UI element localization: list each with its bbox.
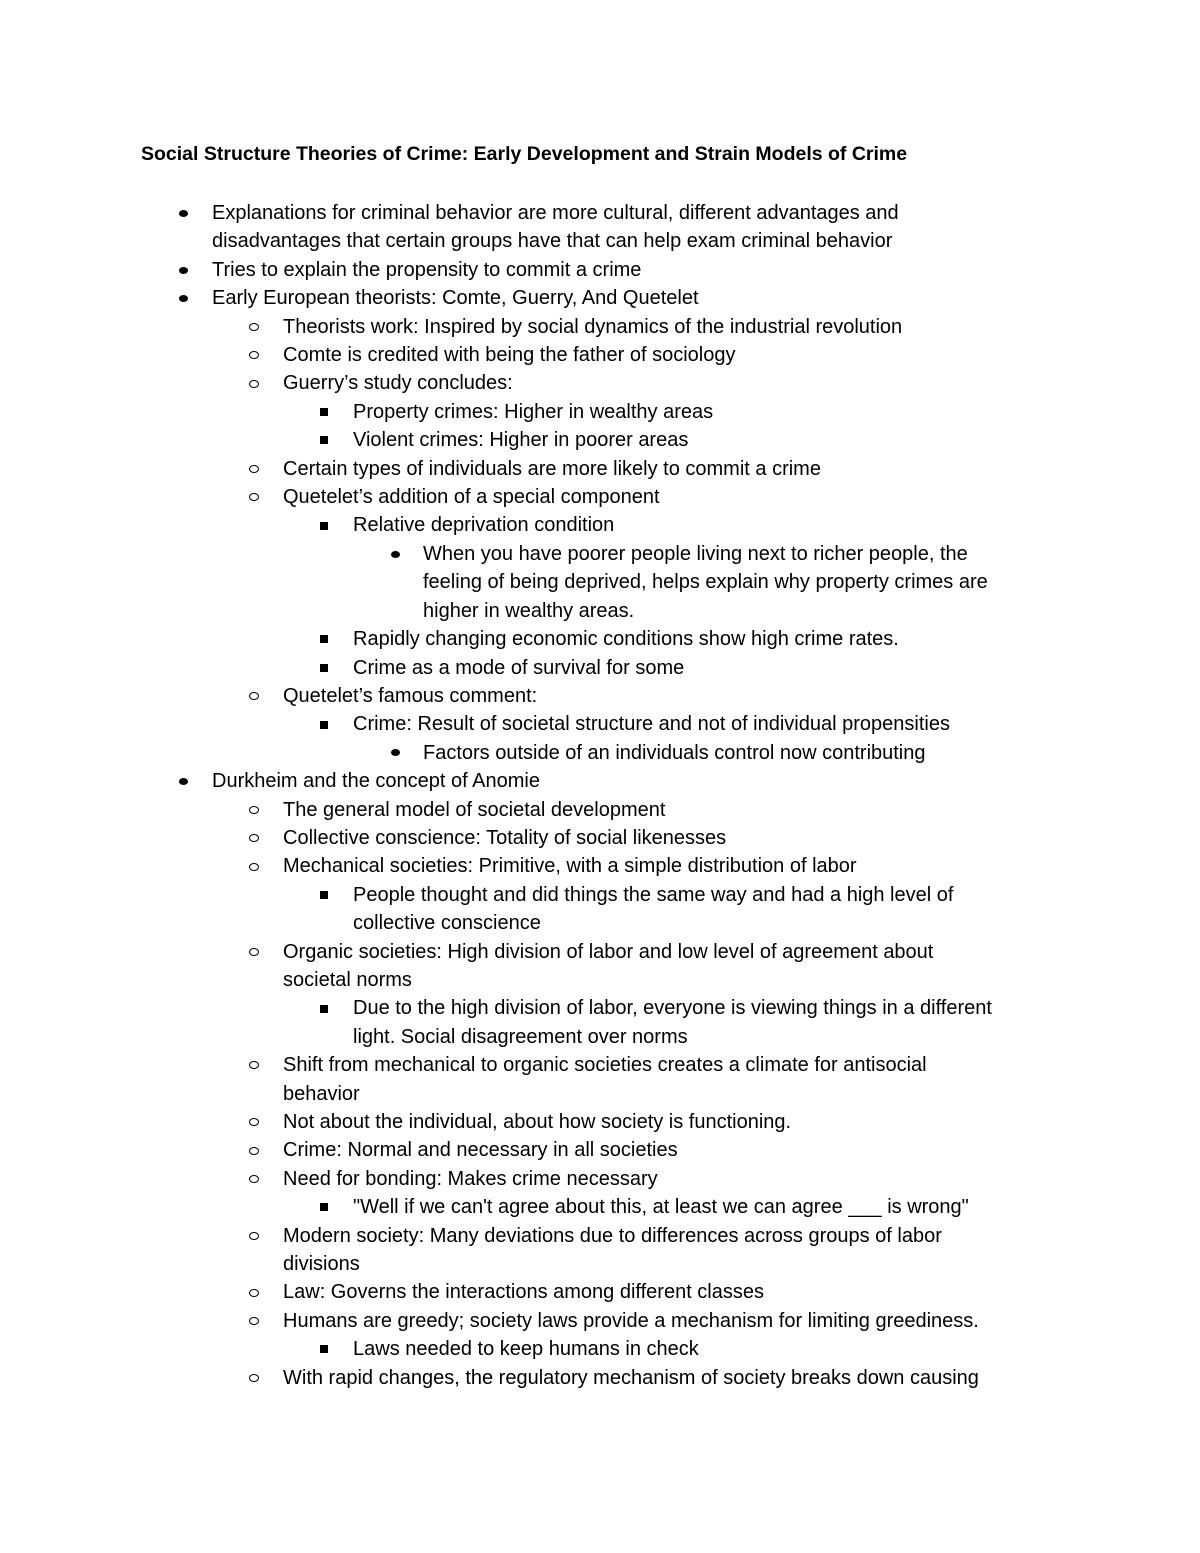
list-item-text-line: Due to the high division of labor, everyone is viewing things in a different — [353, 997, 992, 1020]
list-item-text-line: disadvantages that certain groups have that can help exam criminal behavior — [212, 230, 893, 253]
list-item — [0, 1278, 1200, 1306]
list-item — [0, 994, 1200, 1051]
list-item-text-line: Guerry’s study concludes: — [283, 372, 513, 395]
document-title: Social Structure Theories of Crime: Early Development and Strain Models of Crime — [141, 143, 908, 165]
hollow-circle-icon — [246, 483, 262, 511]
list-item-text-line: Durkheim and the concept of Anomie — [212, 770, 540, 793]
list-item — [0, 1108, 1200, 1136]
list-item — [0, 767, 1200, 795]
list-item — [0, 881, 1200, 938]
filled-dot-icon — [387, 739, 403, 767]
list-item-text-line: Need for bonding: Makes crime necessary — [283, 1167, 658, 1190]
filled-dot-icon — [175, 256, 191, 284]
filled-dot-icon — [175, 199, 191, 227]
list-item — [0, 369, 1200, 397]
filled-dot-icon — [175, 284, 191, 312]
list-item — [0, 938, 1200, 995]
list-item-text-line: Collective conscience: Totality of social likenesses — [283, 826, 727, 849]
list-item — [0, 739, 1200, 767]
list-item — [0, 398, 1200, 426]
list-item-text-line: Not about the individual, about how society is functioning. — [283, 1111, 792, 1133]
list-item — [0, 540, 1200, 625]
list-item-text-line: feeling of being deprived, helps explain why property crimes are — [423, 571, 988, 594]
hollow-circle-icon — [246, 1136, 262, 1164]
list-item — [0, 852, 1200, 880]
list-item-text-line: Comte is credited with being the father of sociology — [283, 344, 736, 367]
list-item — [0, 1165, 1200, 1193]
filled-dot-icon — [387, 540, 403, 568]
list-item — [0, 1364, 1200, 1392]
hollow-circle-icon — [246, 938, 262, 966]
hollow-circle-icon — [246, 369, 262, 397]
hollow-circle-icon — [246, 455, 262, 483]
list-item — [0, 1136, 1200, 1164]
list-item-text-line: Crime: Normal and necessary in all societies — [283, 1139, 678, 1162]
list-item — [0, 1335, 1200, 1363]
list-item-text-line: behavior — [283, 1082, 360, 1105]
list-item-text-line: Laws needed to keep humans in check — [353, 1338, 699, 1361]
list-item — [0, 710, 1200, 738]
list-item-text-line: higher in wealthy areas. — [423, 599, 635, 622]
list-item — [0, 284, 1200, 312]
list-item-text-line: The general model of societal development — [283, 798, 666, 821]
list-item-text-line: Certain types of individuals are more likely to commit a crime — [283, 457, 821, 480]
list-item — [0, 341, 1200, 369]
filled-square-icon — [316, 881, 332, 909]
filled-square-icon — [316, 710, 332, 738]
list-item-text-line: Modern society: Many deviations due to differences across groups of labor — [283, 1224, 942, 1247]
list-item — [0, 1222, 1200, 1279]
hollow-circle-icon — [246, 341, 262, 369]
filled-square-icon — [316, 654, 332, 682]
hollow-circle-icon — [246, 1278, 262, 1306]
hollow-circle-icon — [246, 313, 262, 341]
list-item-text-line: With rapid changes, the regulatory mechanism of society breaks down causing — [283, 1366, 979, 1389]
list-item-text-line: People thought and did things the same way and had a high level of — [353, 883, 954, 906]
list-item-text-line: Humans are greedy; society laws provide a mechanism for limiting greediness. — [283, 1309, 979, 1332]
list-item-text-line: Quetelet’s famous comment: — [283, 684, 538, 707]
hollow-circle-icon — [246, 796, 262, 824]
filled-square-icon — [316, 426, 332, 454]
hollow-circle-icon — [246, 1165, 262, 1193]
list-item — [0, 1193, 1200, 1221]
list-item — [0, 824, 1200, 852]
list-item-text-line: Theorists work: Inspired by social dynamics of the industrial revolution — [283, 315, 903, 338]
list-item — [0, 1051, 1200, 1108]
list-item-text-line: Organic societies: High division of labor and low level of agreement about — [283, 940, 934, 963]
hollow-circle-icon — [246, 1222, 262, 1250]
list-item — [0, 682, 1200, 710]
list-item — [0, 511, 1200, 539]
list-item — [0, 199, 1200, 256]
list-item-text-line: societal norms — [283, 968, 412, 991]
list-item-text-line: Relative deprivation condition — [353, 514, 615, 537]
list-item-text-line: When you have poorer people living next to richer people, the — [423, 542, 968, 565]
hollow-circle-icon — [246, 1307, 262, 1335]
list-item-text-line: Explanations for criminal behavior are more cultural, different advantages and — [212, 202, 899, 224]
list-item-text-line: "Well if we can't agree about this, at least we can agree ___ is wrong" — [353, 1196, 969, 1219]
filled-dot-icon — [175, 767, 191, 795]
list-item-text-line: Tries to explain the propensity to commit a crime — [212, 258, 642, 281]
filled-square-icon — [316, 1335, 332, 1363]
list-item-text-line: Early European theorists: Comte, Guerry, And Quetelet — [212, 287, 699, 310]
filled-square-icon — [316, 994, 332, 1022]
list-item-text-line: Violent crimes: Higher in poorer areas — [353, 429, 689, 452]
list-item-text-line: Shift from mechanical to organic societies creates a climate for antisocial — [283, 1054, 927, 1077]
filled-square-icon — [316, 398, 332, 426]
list-item-text-line: Crime as a mode of survival for some — [353, 656, 685, 679]
list-item-text-line: Property crimes: Higher in wealthy areas — [353, 400, 714, 423]
list-item-text-line: collective conscience — [353, 912, 541, 935]
list-item — [0, 256, 1200, 284]
hollow-circle-icon — [246, 1108, 262, 1136]
hollow-circle-icon — [246, 852, 262, 880]
hollow-circle-icon — [246, 682, 262, 710]
filled-square-icon — [316, 625, 332, 653]
list-item — [0, 426, 1200, 454]
list-item — [0, 483, 1200, 511]
list-item-text-line: Rapidly changing economic conditions show high crime rates. — [353, 628, 899, 651]
list-item — [0, 654, 1200, 682]
list-item-text-line: Factors outside of an individuals control now contributing — [423, 741, 926, 764]
list-item-text-line: Mechanical societies: Primitive, with a simple distribution of labor — [283, 855, 857, 878]
list-item — [0, 1307, 1200, 1335]
list-item-text-line: light. Social disagreement over norms — [353, 1025, 688, 1048]
filled-square-icon — [316, 511, 332, 539]
list-item — [0, 625, 1200, 653]
bullet-outline — [0, 199, 1200, 1392]
list-item-text-line: Crime: Result of societal structure and not of individual propensities — [353, 713, 950, 736]
list-item — [0, 313, 1200, 341]
hollow-circle-icon — [246, 824, 262, 852]
list-item-text-line: divisions — [283, 1253, 360, 1276]
filled-square-icon — [316, 1193, 332, 1221]
list-item-text-line: Law: Governs the interactions among different classes — [283, 1281, 764, 1304]
hollow-circle-icon — [246, 1051, 262, 1079]
list-item — [0, 455, 1200, 483]
hollow-circle-icon — [246, 1364, 262, 1392]
list-item-text-line: Quetelet’s addition of a special component — [283, 486, 660, 509]
list-item — [0, 796, 1200, 824]
